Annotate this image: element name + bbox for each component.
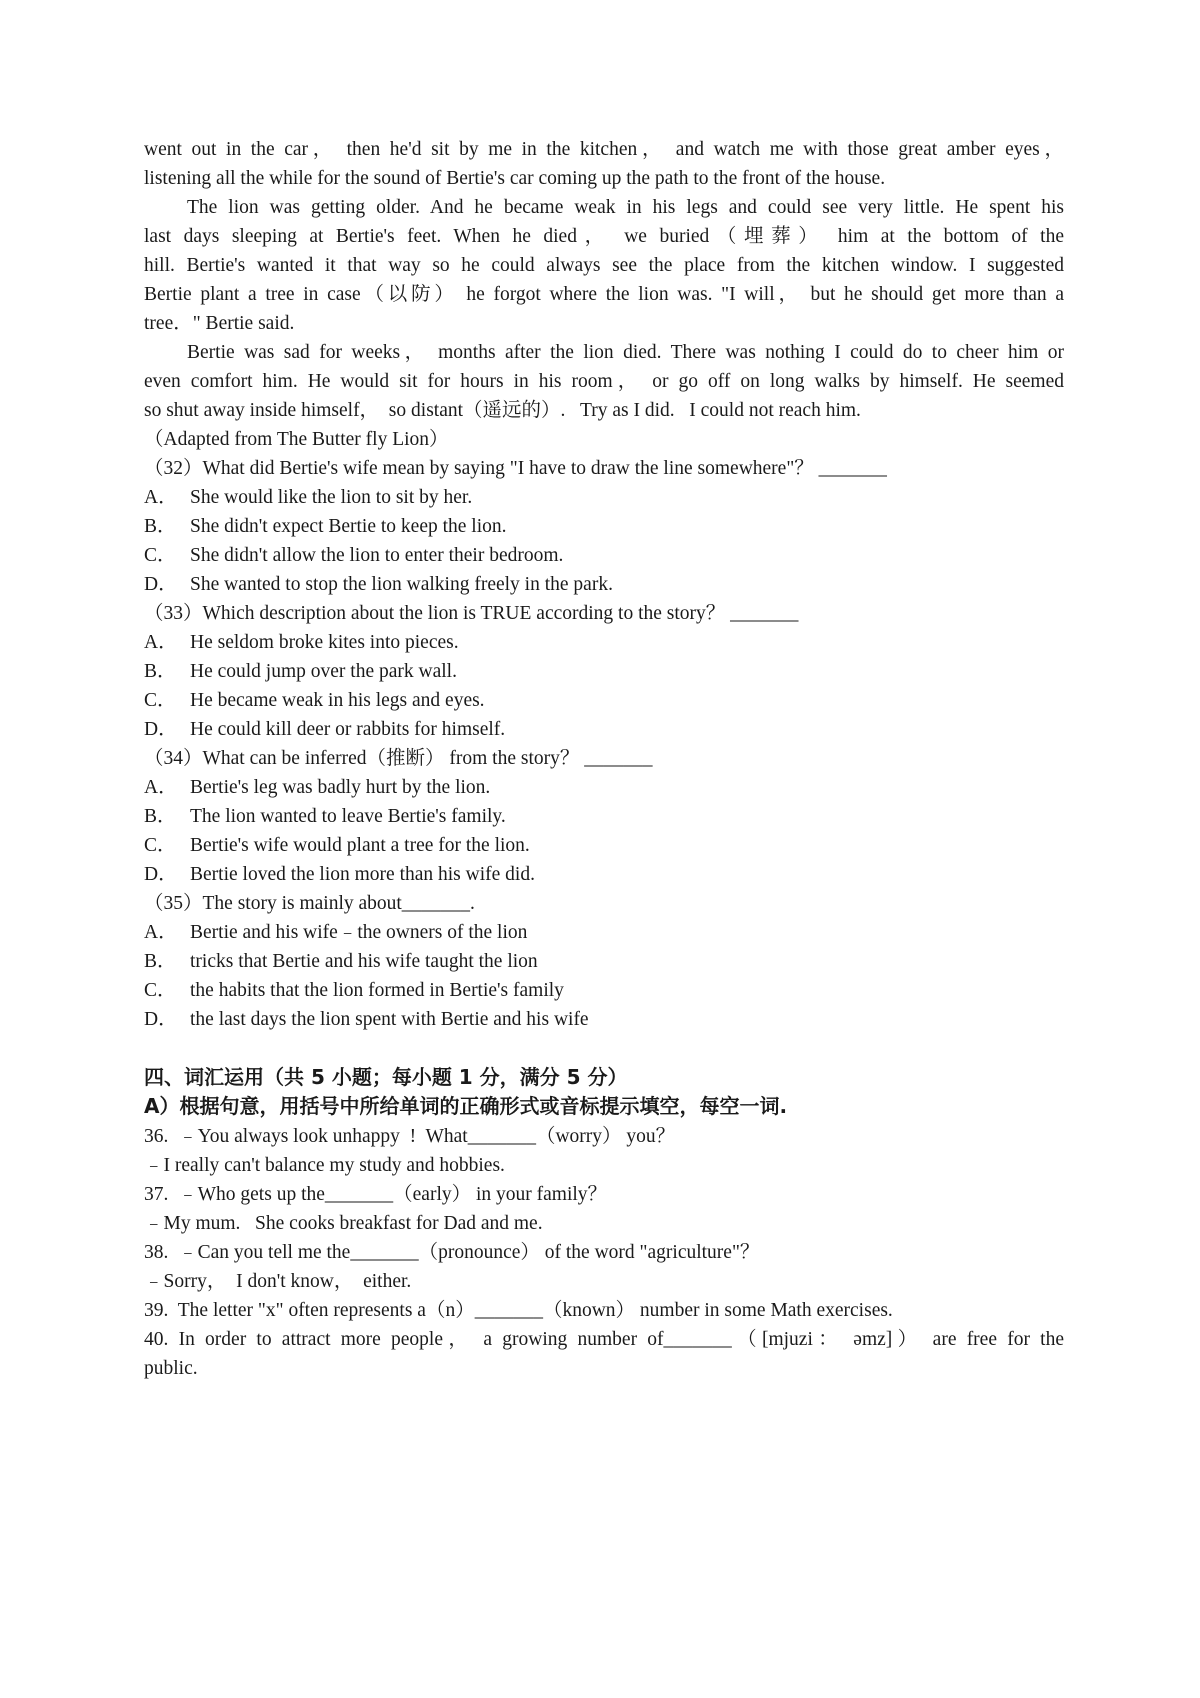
- answer-option[interactable]: [144, 656, 1064, 687]
- vocab-line: public.: [144, 1358, 198, 1379]
- passage-line: even comfort him. He would sit for hours in his room， or go off on long walks by himself. He seemed: [144, 371, 1064, 392]
- vocab-line: 38. ﹣Can you tell me the_______（pronounce） of the word "agriculture"？: [144, 1242, 760, 1263]
- passage-line: tree．" Bertie said.: [144, 313, 295, 334]
- answer-option[interactable]: [144, 685, 1064, 716]
- option-label: A．: [144, 632, 178, 653]
- option-label: A．: [144, 922, 178, 943]
- option-text: She didn't expect Bertie to keep the lion.: [190, 516, 507, 537]
- option-label: D．: [144, 1009, 178, 1030]
- vocab-line: ﹣Sorry， I don't know， either.: [144, 1271, 412, 1292]
- option-text: She wanted to stop the lion walking freely in the park.: [190, 574, 613, 595]
- passage-line: Bertie plant a tree in case（以防） he forgot where the lion was. "I will， but he should get more than a: [144, 284, 1064, 305]
- option-label: B．: [144, 951, 177, 972]
- option-text: He became weak in his legs and eyes.: [190, 690, 485, 711]
- passage-line: listening all the while for the sound of Bertie's car coming up the path to the front of the house.: [144, 168, 886, 189]
- option-text: She would like the lion to sit by her.: [190, 487, 473, 508]
- option-label: A．: [144, 777, 178, 798]
- option-text: the habits that the lion formed in Bertie's family: [190, 980, 564, 1001]
- option-text: He could kill deer or rabbits for himself.: [190, 719, 506, 740]
- answer-option[interactable]: [144, 627, 1064, 658]
- answer-option[interactable]: [144, 830, 1064, 861]
- vocab-line: ﹣My mum. She cooks breakfast for Dad and me.: [144, 1213, 543, 1234]
- option-label: C．: [144, 980, 177, 1001]
- vocab-line: 37. ﹣Who gets up the_______（early） in your family？: [144, 1184, 608, 1205]
- option-label: A．: [144, 487, 178, 508]
- option-text: Bertie's leg was badly hurt by the lion.: [190, 777, 491, 798]
- option-text: She didn't allow the lion to enter their bedroom.: [190, 545, 564, 566]
- vocab-line: 36. ﹣You always look unhappy ! What_______（worry） you？: [144, 1126, 676, 1147]
- option-label: D．: [144, 864, 178, 885]
- answer-option[interactable]: [144, 801, 1064, 832]
- option-text: Bertie's wife would plant a tree for the lion.: [190, 835, 530, 856]
- option-text: Bertie and his wife﹣the owners of the lion: [190, 922, 528, 943]
- answer-option[interactable]: [144, 859, 1064, 890]
- answer-option[interactable]: [144, 511, 1064, 542]
- answer-option[interactable]: [144, 1004, 1064, 1035]
- option-label: C．: [144, 835, 177, 856]
- option-label: D．: [144, 719, 178, 740]
- answer-option[interactable]: [144, 946, 1064, 977]
- passage-line: hill. Bertie's wanted it that way so he could always see the place from the kitchen window. I suggested: [144, 255, 1064, 276]
- answer-option[interactable]: [144, 569, 1064, 600]
- passage-line: Bertie was sad for weeks， months after the lion died. There was nothing I could do to cheer him or: [187, 342, 1064, 363]
- answer-option[interactable]: [144, 714, 1064, 745]
- option-label: B．: [144, 516, 177, 537]
- question-stem: （32）What did Bertie's wife mean by saying "I have to draw the line somewhere"？ _______: [144, 458, 887, 479]
- option-text: He could jump over the park wall.: [190, 661, 457, 682]
- passage-line: The lion was getting older. And he became weak in his legs and could see very little. He spent his: [187, 197, 1064, 218]
- vocab-line: ﹣I really can't balance my study and hobbies.: [144, 1155, 505, 1176]
- answer-option[interactable]: [144, 772, 1064, 803]
- answer-option[interactable]: [144, 540, 1064, 571]
- option-label: B．: [144, 661, 177, 682]
- question-stem: （33）Which description about the lion is TRUE according to the story？ _______: [144, 603, 799, 624]
- vocab-line: 40. In order to attract more people， a growing number of_______（[mjuzi： əmz]） are free for the: [144, 1329, 1064, 1350]
- option-text: Bertie loved the lion more than his wife did.: [190, 864, 535, 885]
- section-subheading: A）根据句意，用括号中所给单词的正确形式或音标提示填空，每空一词.: [144, 1094, 788, 1118]
- passage-source: （Adapted from The Butter fly Lion）: [144, 429, 449, 450]
- question-stem: （34）What can be inferred（推断） from the story？ _______: [144, 748, 653, 769]
- option-label: C．: [144, 545, 177, 566]
- answer-option[interactable]: [144, 917, 1064, 948]
- answer-option[interactable]: [144, 482, 1064, 513]
- option-text: the last days the lion spent with Bertie and his wife: [190, 1009, 589, 1030]
- option-text: The lion wanted to leave Bertie's family.: [190, 806, 506, 827]
- section-heading: 四、词汇运用（共 5 小题；每小题 1 分，满分 5 分）: [144, 1065, 628, 1089]
- option-label: C．: [144, 690, 177, 711]
- vocab-line: 39. The letter "x" often represents a（n）_______（known） number in some Math exercises.: [144, 1300, 893, 1321]
- question-stem: （35）The story is mainly about_______.: [144, 893, 475, 914]
- option-text: He seldom broke kites into pieces.: [190, 632, 459, 653]
- answer-option[interactable]: [144, 975, 1064, 1006]
- passage-line: so shut away inside himself， so distant（遥远的）. Try as I did. I could not reach him.: [144, 400, 861, 421]
- option-text: tricks that Bertie and his wife taught the lion: [190, 951, 538, 972]
- passage-line: last days sleeping at Bertie's feet. When he died， we buried（埋葬） him at the bottom of the: [144, 226, 1064, 247]
- option-label: B．: [144, 806, 177, 827]
- passage-line: went out in the car， then he'd sit by me in the kitchen， and watch me with those great amber eyes，: [144, 139, 1064, 160]
- option-label: D．: [144, 574, 178, 595]
